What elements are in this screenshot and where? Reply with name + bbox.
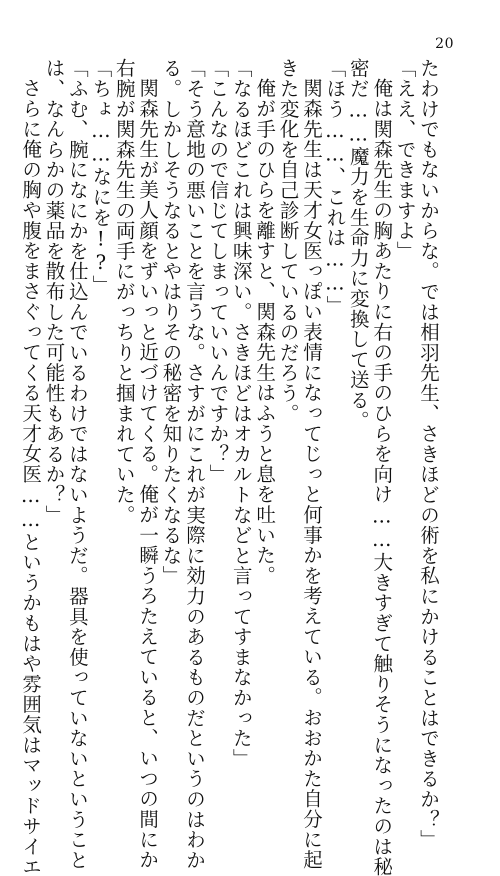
page-number: 20 <box>435 36 454 52</box>
text-line: きた変化を自己診断しているのだろう。 <box>276 58 300 424</box>
text-line: は、なんらかの薬品を散布した可能性もあるか？」 <box>42 58 66 525</box>
text-line: 関森先生が美人顔をずいっと近づけてくる。俺が一瞬うろたえていると、いつの間にか <box>136 77 160 870</box>
text-line: 俺は関森先生の胸あたりに右の手のひらを向け……大きすぎて触りそうになったのは秘 <box>370 77 394 876</box>
text-line: さらに俺の胸や腹をまさぐってくる天才女医……というかもはや雰囲気はマッドサイエ <box>19 77 43 876</box>
text-line: 「こんなので信じてしまっていいんですか？」 <box>206 58 230 485</box>
text-line: 「ふむ、腕になにかを仕込んでいるわけではないようだ。器具を使っていないということ <box>65 58 89 870</box>
text-line: 密だ……魔力を生命力に変換して送る。 <box>346 58 370 431</box>
text-line: 右腕が関森先生の両手にがっちりと掴まれていた。 <box>112 58 136 525</box>
text-line: 「なるほどこれは興味深い。さきほどはオカルトなどと言ってすまなかった」 <box>229 58 253 769</box>
text-line: 俺が手のひらを離すと、関森先生はふうと息を吐いた。 <box>253 77 277 585</box>
text-line: 「ちょ……なにを!?」 <box>89 58 113 296</box>
text-line: る。しかしそうなるとやはりその秘密を知りたくなるな」 <box>159 58 183 586</box>
text-line: 「そう意地の悪いことを言うな。さすがにこれが実際に効力のあるものだというのはわか <box>182 58 206 870</box>
vertical-text-body <box>19 58 440 876</box>
text-line: たわけでもないからな。では相羽先生、さきほどの術を私にかけることはできるか？」 <box>417 58 440 850</box>
text-line: 「ええ、できますよ」 <box>393 58 417 261</box>
text-line: 関森先生は天才女医っぽい表情になってじっと何事かを考えている。おおかた自分に起 <box>299 77 323 870</box>
text-line: 「ほう……、これは……」 <box>323 58 347 316</box>
